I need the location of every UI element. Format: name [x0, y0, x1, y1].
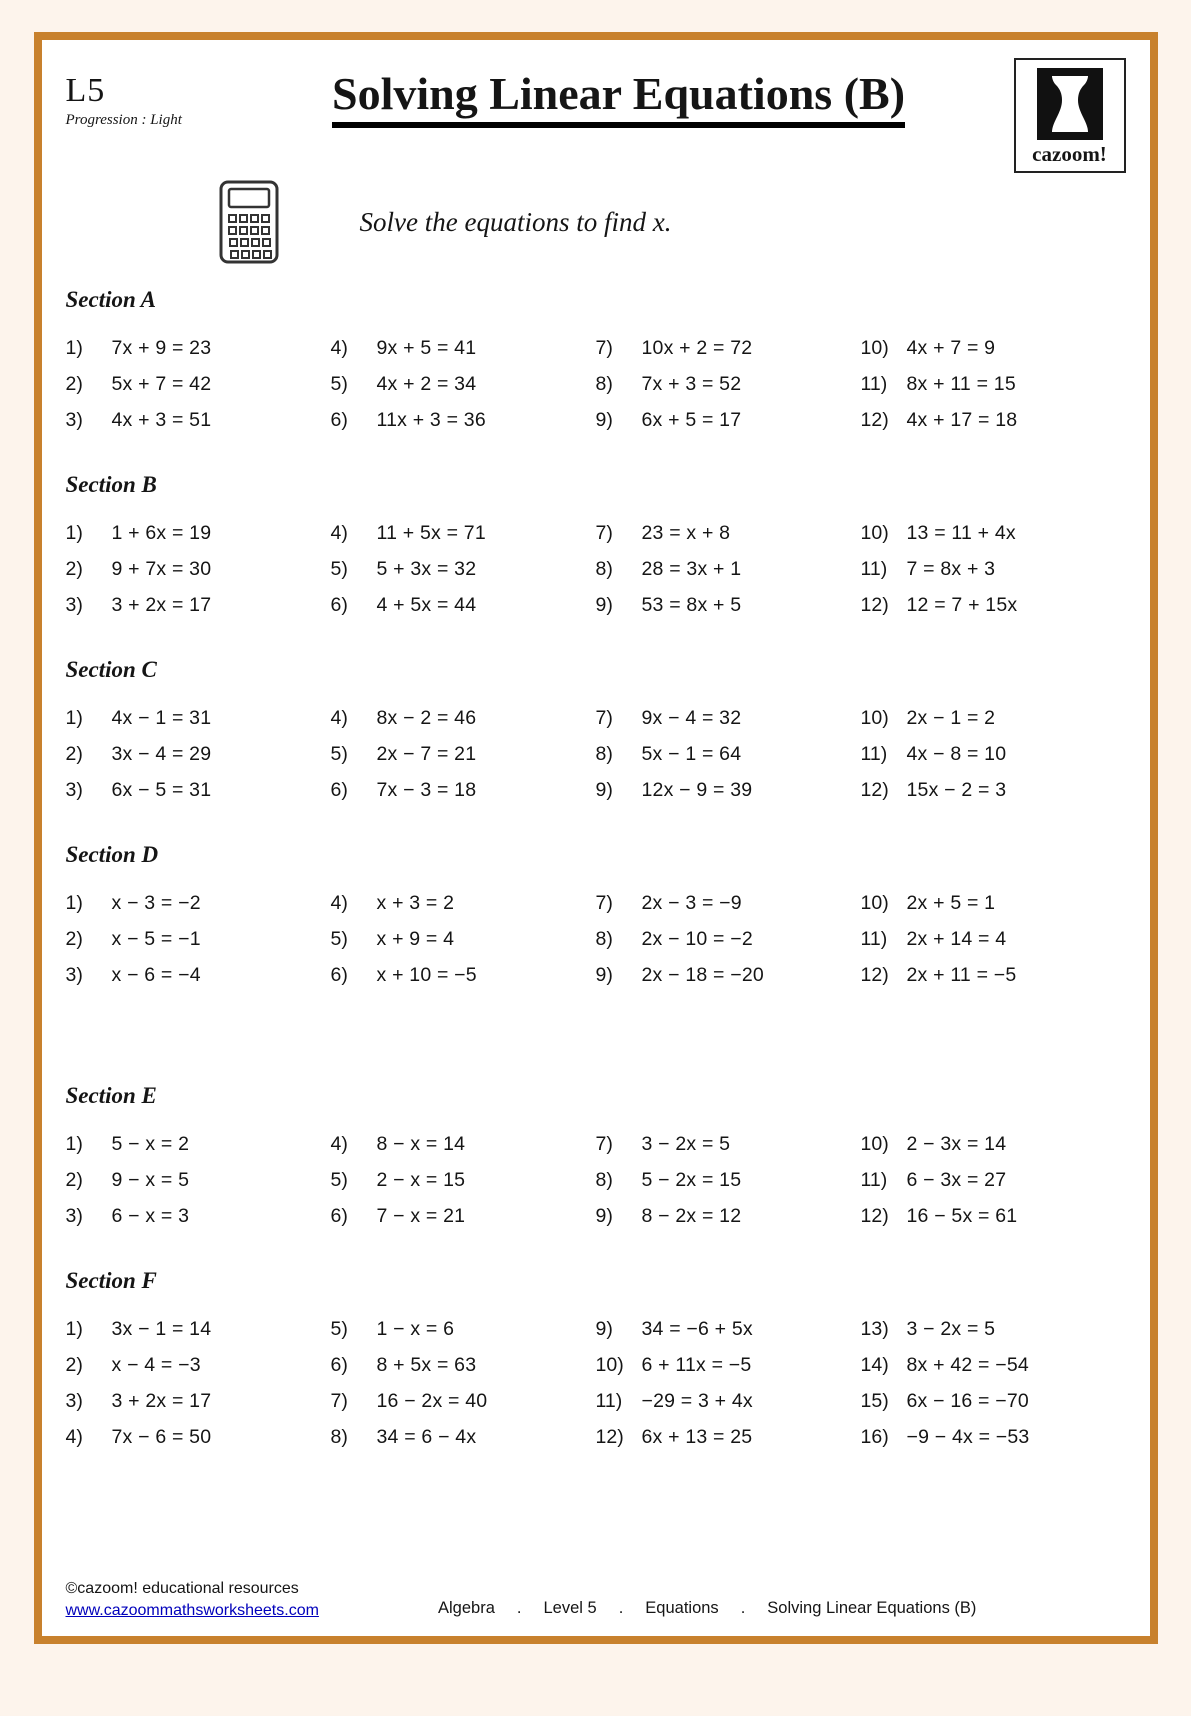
problem-number: 1): [65, 1318, 83, 1340]
problem-item: [596, 1133, 861, 1156]
problem-item: [66, 964, 331, 987]
problem-item: [861, 779, 1126, 802]
problem-number: 7): [595, 1133, 613, 1155]
problem-item: [596, 892, 861, 915]
problem-item: [66, 558, 331, 581]
breadcrumb-separator: .: [618, 1599, 624, 1617]
problem-item: [331, 928, 596, 951]
problem-equation: 5 − 2x = 15: [641, 1169, 742, 1191]
problem-item: [331, 1169, 596, 1192]
copyright-text: ©cazoom! educational resources: [65, 1580, 299, 1597]
problem-equation: x − 3 = −2: [111, 892, 201, 914]
problem-equation: 9 − x = 5: [111, 1169, 190, 1191]
page-title: Solving Linear Equations (B): [332, 70, 905, 128]
problem-number: 11): [860, 558, 888, 580]
problem-number: 10): [860, 892, 889, 914]
problem-item: [331, 1318, 596, 1341]
breadcrumb-separator: .: [740, 1599, 746, 1617]
problem-item: [861, 1390, 1126, 1413]
problem-grid: [66, 707, 1126, 802]
problem-equation: 9x + 5 = 41: [376, 337, 477, 359]
problem-item: [861, 409, 1126, 432]
problem-item: [331, 779, 596, 802]
problem-equation: 2x − 10 = −2: [641, 928, 753, 950]
problem-number: 6): [330, 594, 348, 616]
problem-equation: 34 = −6 + 5x: [641, 1318, 753, 1340]
problem-equation: 4x + 17 = 18: [906, 409, 1018, 431]
problem-item: [596, 1318, 861, 1341]
breadcrumb-item: Solving Linear Equations (B): [767, 1599, 977, 1617]
problem-number: 10): [860, 337, 889, 359]
problem-equation: 16 − 2x = 40: [376, 1390, 488, 1412]
problem-item: [331, 743, 596, 766]
problem-number: 13): [860, 1318, 889, 1340]
problem-item: [861, 522, 1126, 545]
problem-equation: 2x − 1 = 2: [906, 707, 996, 729]
problem-number: 6): [330, 1205, 348, 1227]
problem-grid: [66, 337, 1126, 432]
problem-equation: 53 = 8x + 5: [641, 594, 742, 616]
problem-equation: −9 − 4x = −53: [906, 1426, 1030, 1448]
sections-container: [66, 287, 1126, 1449]
problem-equation: 5 + 3x = 32: [376, 558, 477, 580]
problem-equation: 2x + 11 = −5: [906, 964, 1017, 986]
problem-number: 3): [65, 779, 83, 801]
footer-breadcrumb: [319, 1599, 1096, 1620]
problem-item: [66, 1354, 331, 1377]
problem-item: [66, 743, 331, 766]
problem-item: [66, 1169, 331, 1192]
problem-number: 4): [330, 522, 348, 544]
problem-item: [861, 928, 1126, 951]
section-c: [66, 657, 1126, 802]
problem-equation: 4x + 7 = 9: [906, 337, 996, 359]
problem-number: 5): [330, 743, 348, 765]
problem-item: [66, 337, 331, 360]
problem-equation: 34 = 6 − 4x: [376, 1426, 477, 1448]
problem-equation: 3x − 4 = 29: [111, 743, 212, 765]
problem-equation: 10x + 2 = 72: [641, 337, 753, 359]
problem-equation: 2 − x = 15: [376, 1169, 466, 1191]
problem-number: 6): [330, 779, 348, 801]
problem-number: 11): [860, 373, 888, 395]
section-e: [66, 1083, 1126, 1228]
problem-number: 1): [65, 337, 83, 359]
problem-equation: 2x + 5 = 1: [906, 892, 996, 914]
problem-number: 10): [860, 707, 889, 729]
problem-number: 2): [65, 558, 83, 580]
problem-item: [596, 594, 861, 617]
problem-item: [861, 1318, 1126, 1341]
problem-number: 9): [595, 779, 613, 801]
problem-item: [861, 1354, 1126, 1377]
breadcrumb-item: Algebra: [438, 1599, 495, 1617]
problem-equation: 16 − 5x = 61: [906, 1205, 1018, 1227]
section-heading: Section E: [65, 1083, 157, 1108]
problem-item: [596, 1426, 861, 1449]
problem-number: 8): [595, 928, 613, 950]
problem-number: 16): [860, 1426, 889, 1448]
problem-number: 12): [860, 779, 889, 801]
problem-item: [861, 337, 1126, 360]
problem-equation: 5 − x = 2: [111, 1133, 190, 1155]
problem-item: [331, 1426, 596, 1449]
problem-equation: 8 − 2x = 12: [641, 1205, 742, 1227]
problem-equation: 7 = 8x + 3: [906, 558, 996, 580]
problem-item: [861, 1426, 1126, 1449]
problem-item: [861, 964, 1126, 987]
problem-equation: 6 − 3x = 27: [906, 1169, 1007, 1191]
problem-item: [596, 522, 861, 545]
problem-equation: 4x + 2 = 34: [376, 373, 477, 395]
problem-item: [331, 594, 596, 617]
problem-item: [66, 928, 331, 951]
problem-equation: x + 3 = 2: [376, 892, 455, 914]
problem-equation: −29 = 3 + 4x: [641, 1390, 753, 1412]
problem-equation: 8 + 5x = 63: [376, 1354, 477, 1376]
problem-equation: x − 5 = −1: [111, 928, 201, 950]
problem-number: 1): [65, 522, 83, 544]
problem-item: [861, 373, 1126, 396]
footer: [66, 1580, 1126, 1620]
problem-item: [331, 373, 596, 396]
problem-equation: 2x − 3 = −9: [641, 892, 742, 914]
problem-item: [66, 1318, 331, 1341]
problem-number: 15): [860, 1390, 889, 1412]
problem-equation: 2x − 18 = −20: [641, 964, 764, 986]
problem-item: [596, 1390, 861, 1413]
problem-item: [596, 373, 861, 396]
title-wrap: [224, 58, 1014, 128]
problem-number: 9): [595, 594, 613, 616]
problem-number: 9): [595, 964, 613, 986]
problem-item: [861, 1133, 1126, 1156]
problem-equation: 12 = 7 + 15x: [906, 594, 1018, 616]
problem-equation: 8x + 11 = 15: [906, 373, 1016, 395]
problem-item: [66, 373, 331, 396]
problem-equation: 23 = x + 8: [641, 522, 731, 544]
problem-equation: 1 + 6x = 19: [111, 522, 212, 544]
problem-equation: 5x + 7 = 42: [111, 373, 212, 395]
problem-item: [66, 779, 331, 802]
problem-number: 1): [65, 707, 83, 729]
problem-number: 12): [860, 409, 889, 431]
problem-item: [331, 964, 596, 987]
problem-equation: 9 + 7x = 30: [111, 558, 212, 580]
problem-equation: 3 − 2x = 5: [906, 1318, 996, 1340]
problem-equation: 4x − 8 = 10: [906, 743, 1007, 765]
level-code: L5: [65, 72, 106, 109]
problem-number: 4): [330, 337, 348, 359]
section-heading: Section B: [65, 472, 157, 497]
problem-item: [331, 1205, 596, 1228]
problem-item: [596, 779, 861, 802]
problem-equation: 4 + 5x = 44: [376, 594, 477, 616]
problem-number: 12): [860, 594, 889, 616]
problem-number: 6): [330, 409, 348, 431]
problem-equation: 1 − x = 6: [376, 1318, 455, 1340]
problem-number: 1): [65, 892, 83, 914]
header: [66, 58, 1126, 173]
problem-equation: 15x − 2 = 3: [906, 779, 1007, 801]
problem-number: 2): [65, 373, 83, 395]
problem-number: 10): [860, 522, 889, 544]
problem-equation: x − 4 = −3: [111, 1354, 201, 1376]
problem-number: 9): [595, 1205, 613, 1227]
problem-equation: 3 + 2x = 17: [111, 1390, 212, 1412]
problem-item: [66, 409, 331, 432]
problem-item: [861, 594, 1126, 617]
problem-number: 8): [595, 373, 613, 395]
problem-equation: 12x − 9 = 39: [641, 779, 753, 801]
level-block: [66, 58, 224, 129]
website-link[interactable]: www.cazoommathsworksheets.com: [65, 1602, 319, 1619]
problem-equation: 6x − 5 = 31: [111, 779, 212, 801]
problem-item: [66, 1426, 331, 1449]
problem-equation: 5x − 1 = 64: [641, 743, 742, 765]
problem-equation: x − 6 = −4: [111, 964, 201, 986]
problem-equation: 2 − 3x = 14: [906, 1133, 1007, 1155]
problem-number: 3): [65, 964, 83, 986]
problem-item: [596, 707, 861, 730]
problem-item: [66, 707, 331, 730]
problem-item: [596, 1354, 861, 1377]
cazoom-logo: [1014, 58, 1126, 173]
footer-left: [66, 1580, 319, 1620]
problem-number: 5): [330, 1318, 348, 1340]
problem-number: 6): [330, 1354, 348, 1376]
problem-number: 3): [65, 409, 83, 431]
problem-item: [861, 743, 1126, 766]
problem-number: 5): [330, 1169, 348, 1191]
problem-item: [861, 892, 1126, 915]
problem-number: 4): [65, 1426, 83, 1448]
problem-number: 2): [65, 1169, 83, 1191]
problem-item: [596, 337, 861, 360]
problem-equation: 4x − 1 = 31: [111, 707, 212, 729]
problem-equation: 7x − 3 = 18: [376, 779, 477, 801]
problem-equation: 8x + 42 = −54: [906, 1354, 1029, 1376]
progression-label: Progression : Light: [65, 112, 182, 128]
problem-equation: 28 = 3x + 1: [641, 558, 742, 580]
problem-equation: x + 10 = −5: [376, 964, 477, 986]
breadcrumb-separator: .: [516, 1599, 522, 1617]
problem-number: 2): [65, 743, 83, 765]
problem-number: 4): [330, 892, 348, 914]
problem-number: 7): [595, 892, 613, 914]
problem-equation: 6x + 5 = 17: [641, 409, 742, 431]
problem-number: 5): [330, 928, 348, 950]
problem-item: [596, 1169, 861, 1192]
problem-item: [331, 409, 596, 432]
problem-item: [66, 1205, 331, 1228]
section-b: [66, 472, 1126, 617]
problem-equation: 8 − x = 14: [376, 1133, 466, 1155]
problem-item: [596, 409, 861, 432]
problem-number: 10): [860, 1133, 889, 1155]
problem-item: [596, 558, 861, 581]
problem-number: 11): [860, 928, 888, 950]
problem-number: 12): [595, 1426, 624, 1448]
drum-icon: [1037, 68, 1103, 140]
section-heading: Section A: [65, 287, 157, 312]
problem-equation: 2x − 7 = 21: [376, 743, 477, 765]
problem-number: 9): [595, 409, 613, 431]
problem-number: 3): [65, 594, 83, 616]
problem-number: 10): [595, 1354, 624, 1376]
breadcrumb-item: Equations: [645, 1599, 719, 1617]
problem-equation: 7 − x = 21: [376, 1205, 466, 1227]
instruction-text: Solve the equations to find x.: [359, 207, 672, 237]
problem-equation: 3 − 2x = 5: [641, 1133, 731, 1155]
problem-number: 7): [330, 1390, 348, 1412]
problem-number: 6): [330, 964, 348, 986]
problem-equation: 4x + 3 = 51: [111, 409, 212, 431]
problem-item: [66, 1133, 331, 1156]
problem-number: 14): [860, 1354, 889, 1376]
problem-item: [331, 1354, 596, 1377]
problem-item: [331, 1390, 596, 1413]
problem-number: 8): [595, 743, 613, 765]
problem-equation: 6x − 16 = −70: [906, 1390, 1029, 1412]
problem-number: 11): [595, 1390, 623, 1412]
problem-equation: 6 + 11x = −5: [641, 1354, 752, 1376]
problem-equation: 11x + 3 = 36: [376, 409, 486, 431]
section-heading: Section F: [65, 1268, 157, 1293]
problem-number: 3): [65, 1205, 83, 1227]
problem-number: 8): [330, 1426, 348, 1448]
problem-item: [331, 522, 596, 545]
problem-number: 1): [65, 1133, 83, 1155]
problem-item: [331, 558, 596, 581]
problem-equation: 3 + 2x = 17: [111, 594, 212, 616]
problem-number: 7): [595, 337, 613, 359]
problem-item: [331, 707, 596, 730]
problem-equation: 13 = 11 + 4x: [906, 522, 1016, 544]
problem-number: 12): [860, 1205, 889, 1227]
problem-number: 12): [860, 964, 889, 986]
problem-equation: 3x − 1 = 14: [111, 1318, 212, 1340]
problem-number: 2): [65, 928, 83, 950]
problem-item: [331, 1133, 596, 1156]
problem-equation: 6x + 13 = 25: [641, 1426, 753, 1448]
problem-item: [596, 964, 861, 987]
section-f: [66, 1268, 1126, 1449]
instruction-row: [66, 179, 1126, 279]
problem-grid: [66, 522, 1126, 617]
problem-equation: 7x + 9 = 23: [111, 337, 212, 359]
problem-equation: 8x − 2 = 46: [376, 707, 477, 729]
problem-equation: x + 9 = 4: [376, 928, 455, 950]
logo-text: cazoom!: [1032, 142, 1107, 166]
problem-grid: [66, 892, 1126, 987]
problem-number: 2): [65, 1354, 83, 1376]
problem-item: [66, 892, 331, 915]
problem-item: [66, 594, 331, 617]
problem-item: [331, 337, 596, 360]
problem-number: 11): [860, 1169, 888, 1191]
problem-item: [66, 1390, 331, 1413]
problem-item: [861, 558, 1126, 581]
problem-grid: [66, 1133, 1126, 1228]
section-a: [66, 287, 1126, 432]
problem-item: [596, 928, 861, 951]
problem-item: [861, 1169, 1126, 1192]
section-heading: Section C: [65, 657, 157, 682]
problem-equation: 7x + 3 = 52: [641, 373, 742, 395]
problem-equation: 9x − 4 = 32: [641, 707, 742, 729]
problem-equation: 2x + 14 = 4: [906, 928, 1007, 950]
problem-number: 8): [595, 1169, 613, 1191]
section-heading: Section D: [65, 842, 159, 867]
problem-equation: 11 + 5x = 71: [376, 522, 486, 544]
problem-number: 5): [330, 373, 348, 395]
problem-number: 4): [330, 1133, 348, 1155]
problem-item: [861, 1205, 1126, 1228]
problem-number: 8): [595, 558, 613, 580]
problem-item: [66, 522, 331, 545]
problem-equation: 7x − 6 = 50: [111, 1426, 212, 1448]
problem-number: 4): [330, 707, 348, 729]
problem-equation: 6 − x = 3: [111, 1205, 190, 1227]
problem-number: 11): [860, 743, 888, 765]
problem-grid: [66, 1318, 1126, 1449]
problem-number: 9): [595, 1318, 613, 1340]
worksheet-page: [34, 32, 1158, 1644]
problem-item: [596, 1205, 861, 1228]
problem-number: 7): [595, 522, 613, 544]
problem-item: [596, 743, 861, 766]
problem-number: 5): [330, 558, 348, 580]
problem-item: [861, 707, 1126, 730]
problem-number: 7): [595, 707, 613, 729]
breadcrumb-item: Level 5: [543, 1599, 597, 1617]
problem-number: 3): [65, 1390, 83, 1412]
problem-item: [331, 892, 596, 915]
section-d: [66, 842, 1126, 987]
